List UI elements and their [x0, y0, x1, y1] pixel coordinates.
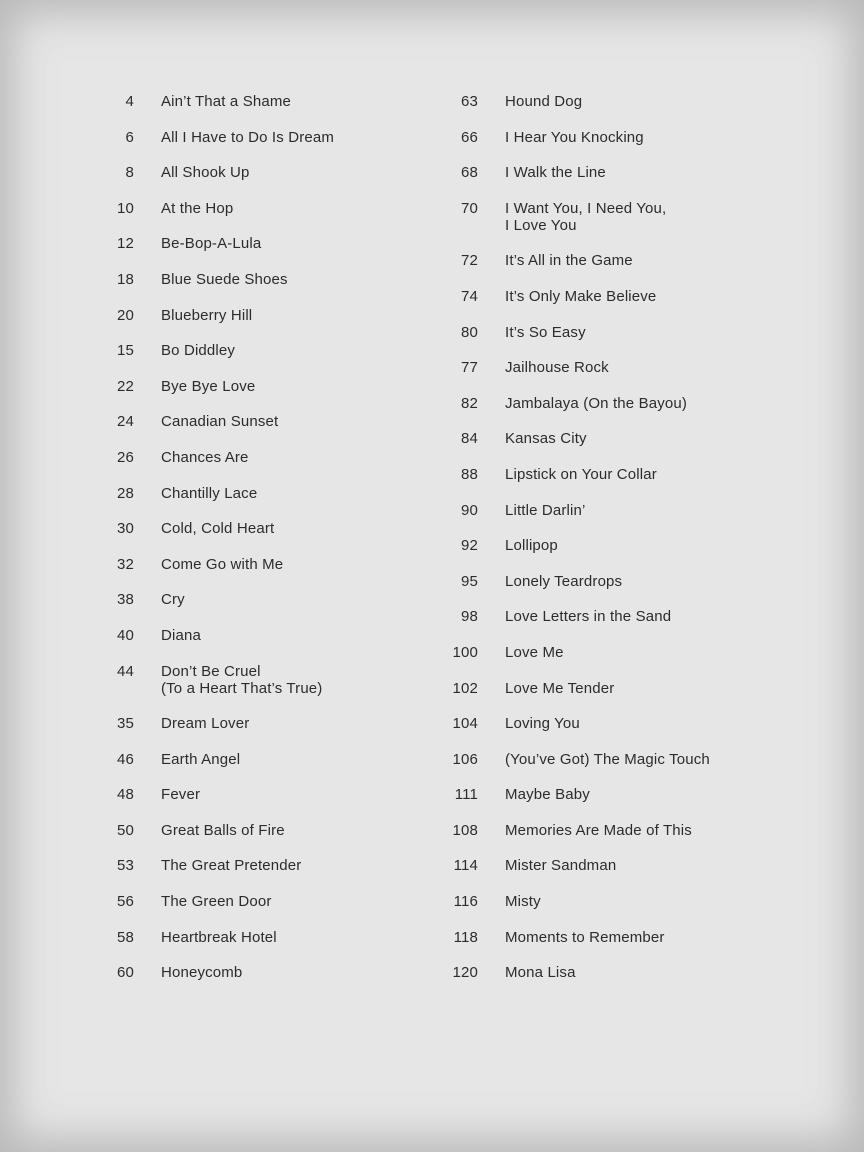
- page-number: 6: [125, 128, 134, 146]
- song-title: All Shook Up: [161, 164, 250, 182]
- contents-entry: [100, 929, 430, 946]
- page-number: 40: [117, 626, 134, 644]
- song-title: Diana: [161, 626, 201, 644]
- contents-entry: [100, 413, 430, 430]
- song-title: It’s All in the Game: [505, 252, 633, 270]
- page-number: 111: [454, 786, 478, 804]
- page-number: 118: [453, 928, 478, 946]
- page-number: 15: [117, 342, 134, 360]
- contents-entry: [100, 129, 430, 146]
- contents-entry: [444, 502, 774, 519]
- contents-entry: [444, 200, 774, 234]
- page-number: 58: [117, 928, 134, 946]
- song-title: I Want You, I Need You, I Love You: [505, 199, 667, 234]
- song-title: Loving You: [505, 715, 580, 733]
- contents-entry: [444, 164, 774, 181]
- page-number: 44: [117, 662, 134, 680]
- contents-entry: [444, 964, 774, 981]
- contents-entry: [100, 520, 430, 537]
- contents-entry: [444, 751, 774, 768]
- song-title: Misty: [505, 893, 541, 911]
- song-title: Ain’t That a Shame: [161, 93, 291, 110]
- contents-entry: [100, 342, 430, 359]
- contents-entry: [100, 715, 430, 732]
- page-number: 68: [461, 164, 478, 182]
- page-number: 8: [125, 164, 134, 182]
- page-number: 38: [117, 591, 134, 609]
- page-number: 48: [117, 786, 134, 804]
- contents-entry: [100, 93, 430, 110]
- song-title: Love Me Tender: [505, 679, 615, 697]
- contents-entry: [444, 288, 774, 305]
- song-title: The Green Door: [161, 893, 272, 911]
- song-title: Chantilly Lace: [161, 484, 258, 502]
- song-title: Blue Suede Shoes: [161, 270, 288, 288]
- song-title: It’s Only Make Believe: [505, 287, 657, 305]
- page-number: 46: [117, 750, 134, 768]
- contents-entry: [444, 680, 774, 697]
- song-title: Jambalaya (On the Bayou): [505, 394, 688, 412]
- contents-entry: [444, 430, 774, 447]
- page-number: 84: [461, 430, 478, 448]
- contents-entry: [100, 449, 430, 466]
- contents-entry: [100, 200, 430, 217]
- contents-entry: [444, 537, 774, 554]
- song-title: Heartbreak Hotel: [161, 928, 277, 946]
- song-title: Love Letters in the Sand: [505, 608, 672, 626]
- song-title: Honeycomb: [161, 964, 243, 982]
- page-number: 30: [117, 520, 134, 538]
- page-number: 114: [453, 857, 478, 875]
- contents-entry: [444, 324, 774, 341]
- song-title: Love Me: [505, 643, 564, 661]
- page-number: 63: [461, 93, 478, 110]
- contents-entry: [444, 608, 774, 625]
- contents-entry: [444, 822, 774, 839]
- page-number: 98: [461, 608, 478, 626]
- contents-entry: [444, 573, 774, 590]
- song-title: Jailhouse Rock: [505, 359, 609, 377]
- contents-entry: [100, 556, 430, 573]
- contents-entry: [100, 271, 430, 288]
- contents-entry: [100, 751, 430, 768]
- song-title: Bye Bye Love: [161, 377, 256, 395]
- page-number: 60: [117, 964, 134, 982]
- page-number: 116: [453, 893, 478, 911]
- page-number: 74: [461, 287, 478, 305]
- song-title: Mister Sandman: [505, 857, 617, 875]
- page-number: 70: [461, 199, 478, 217]
- contents-entry: [444, 786, 774, 803]
- song-title: Mona Lisa: [505, 964, 576, 982]
- song-title: Little Darlin’: [505, 501, 586, 519]
- page-number: 88: [461, 465, 478, 483]
- song-title: Bo Diddley: [161, 342, 236, 360]
- contents-entry: [100, 822, 430, 839]
- song-title: I Walk the Line: [505, 164, 606, 182]
- page-number: 50: [117, 821, 134, 839]
- contents-entry: [444, 715, 774, 732]
- page-number: 90: [461, 501, 478, 519]
- contents-entry: [100, 378, 430, 395]
- contents-right-column: [444, 93, 774, 1000]
- contents-entry: [100, 164, 430, 181]
- song-title: Chances Are: [161, 448, 249, 466]
- song-title: All I Have to Do Is Dream: [161, 128, 334, 146]
- page-number: 32: [117, 555, 134, 573]
- page-number: 20: [117, 306, 134, 324]
- page-number: 80: [461, 323, 478, 341]
- page-number: 108: [452, 821, 478, 839]
- contents-entry: [100, 786, 430, 803]
- song-title: Lollipop: [505, 537, 558, 555]
- song-title: Earth Angel: [161, 750, 241, 768]
- song-title: At the Hop: [161, 199, 234, 217]
- song-title: I Hear You Knocking: [505, 128, 644, 146]
- page-number: 4: [125, 93, 134, 110]
- song-title: The Great Pretender: [161, 857, 302, 875]
- song-title: Memories Are Made of This: [505, 821, 692, 839]
- page-number: 35: [117, 715, 134, 733]
- contents-entry: [444, 395, 774, 412]
- page-number: 18: [117, 270, 134, 288]
- song-title: Hound Dog: [505, 93, 583, 110]
- song-title: (You’ve Got) The Magic Touch: [505, 750, 710, 768]
- song-title: Maybe Baby: [505, 786, 590, 804]
- page-number: 100: [452, 643, 478, 661]
- contents-entry: [444, 644, 774, 661]
- contents-left-column: [100, 93, 430, 1000]
- song-title: Don’t Be Cruel (To a Heart That’s True): [161, 662, 323, 697]
- song-title: Kansas City: [505, 430, 587, 448]
- song-title: Come Go with Me: [161, 555, 284, 573]
- page-number: 53: [117, 857, 134, 875]
- contents-entry: [100, 627, 430, 644]
- contents-entry: [100, 893, 430, 910]
- page-number: 10: [117, 199, 134, 217]
- page-number: 66: [461, 128, 478, 146]
- page-number: 26: [117, 448, 134, 466]
- song-title: Blueberry Hill: [161, 306, 253, 324]
- contents-entry: [444, 252, 774, 269]
- contents-entry: [100, 663, 430, 697]
- song-title: Dream Lover: [161, 715, 250, 733]
- page-number: 104: [452, 715, 478, 733]
- contents-entry: [444, 93, 774, 110]
- page-number: 56: [117, 893, 134, 911]
- contents-entry: [100, 307, 430, 324]
- contents-entry: [100, 485, 430, 502]
- contents-entry: [100, 964, 430, 981]
- song-title: Great Balls of Fire: [161, 821, 285, 839]
- page-number: 120: [452, 964, 478, 982]
- song-title: Be-Bop-A-Lula: [161, 235, 262, 253]
- song-title: It’s So Easy: [505, 323, 586, 341]
- page-number: 28: [117, 484, 134, 502]
- page-number: 82: [461, 394, 478, 412]
- song-title: Canadian Sunset: [161, 413, 279, 431]
- contents-entry: [444, 929, 774, 946]
- contents-entry: [100, 857, 430, 874]
- page-number: 106: [452, 750, 478, 768]
- contents-entry: [444, 857, 774, 874]
- contents-entry: [444, 466, 774, 483]
- song-title: Cold, Cold Heart: [161, 520, 275, 538]
- contents-entry: [100, 591, 430, 608]
- song-title: Cry: [161, 591, 185, 609]
- page-number: 95: [461, 572, 478, 590]
- song-title: Lonely Teardrops: [505, 572, 623, 590]
- song-title: Lipstick on Your Collar: [505, 465, 657, 483]
- contents-entry: [444, 359, 774, 376]
- page-number: 92: [461, 537, 478, 555]
- contents-entry: [444, 129, 774, 146]
- page-number: 77: [461, 359, 478, 377]
- page-number: 72: [461, 252, 478, 270]
- page-number: 102: [452, 679, 478, 697]
- page-number: 12: [117, 235, 134, 253]
- contents-entry: [444, 893, 774, 910]
- page-number: 24: [117, 413, 134, 431]
- song-title: Fever: [161, 786, 201, 804]
- contents-entry: [100, 235, 430, 252]
- song-title: Moments to Remember: [505, 928, 665, 946]
- page-number: 22: [117, 377, 134, 395]
